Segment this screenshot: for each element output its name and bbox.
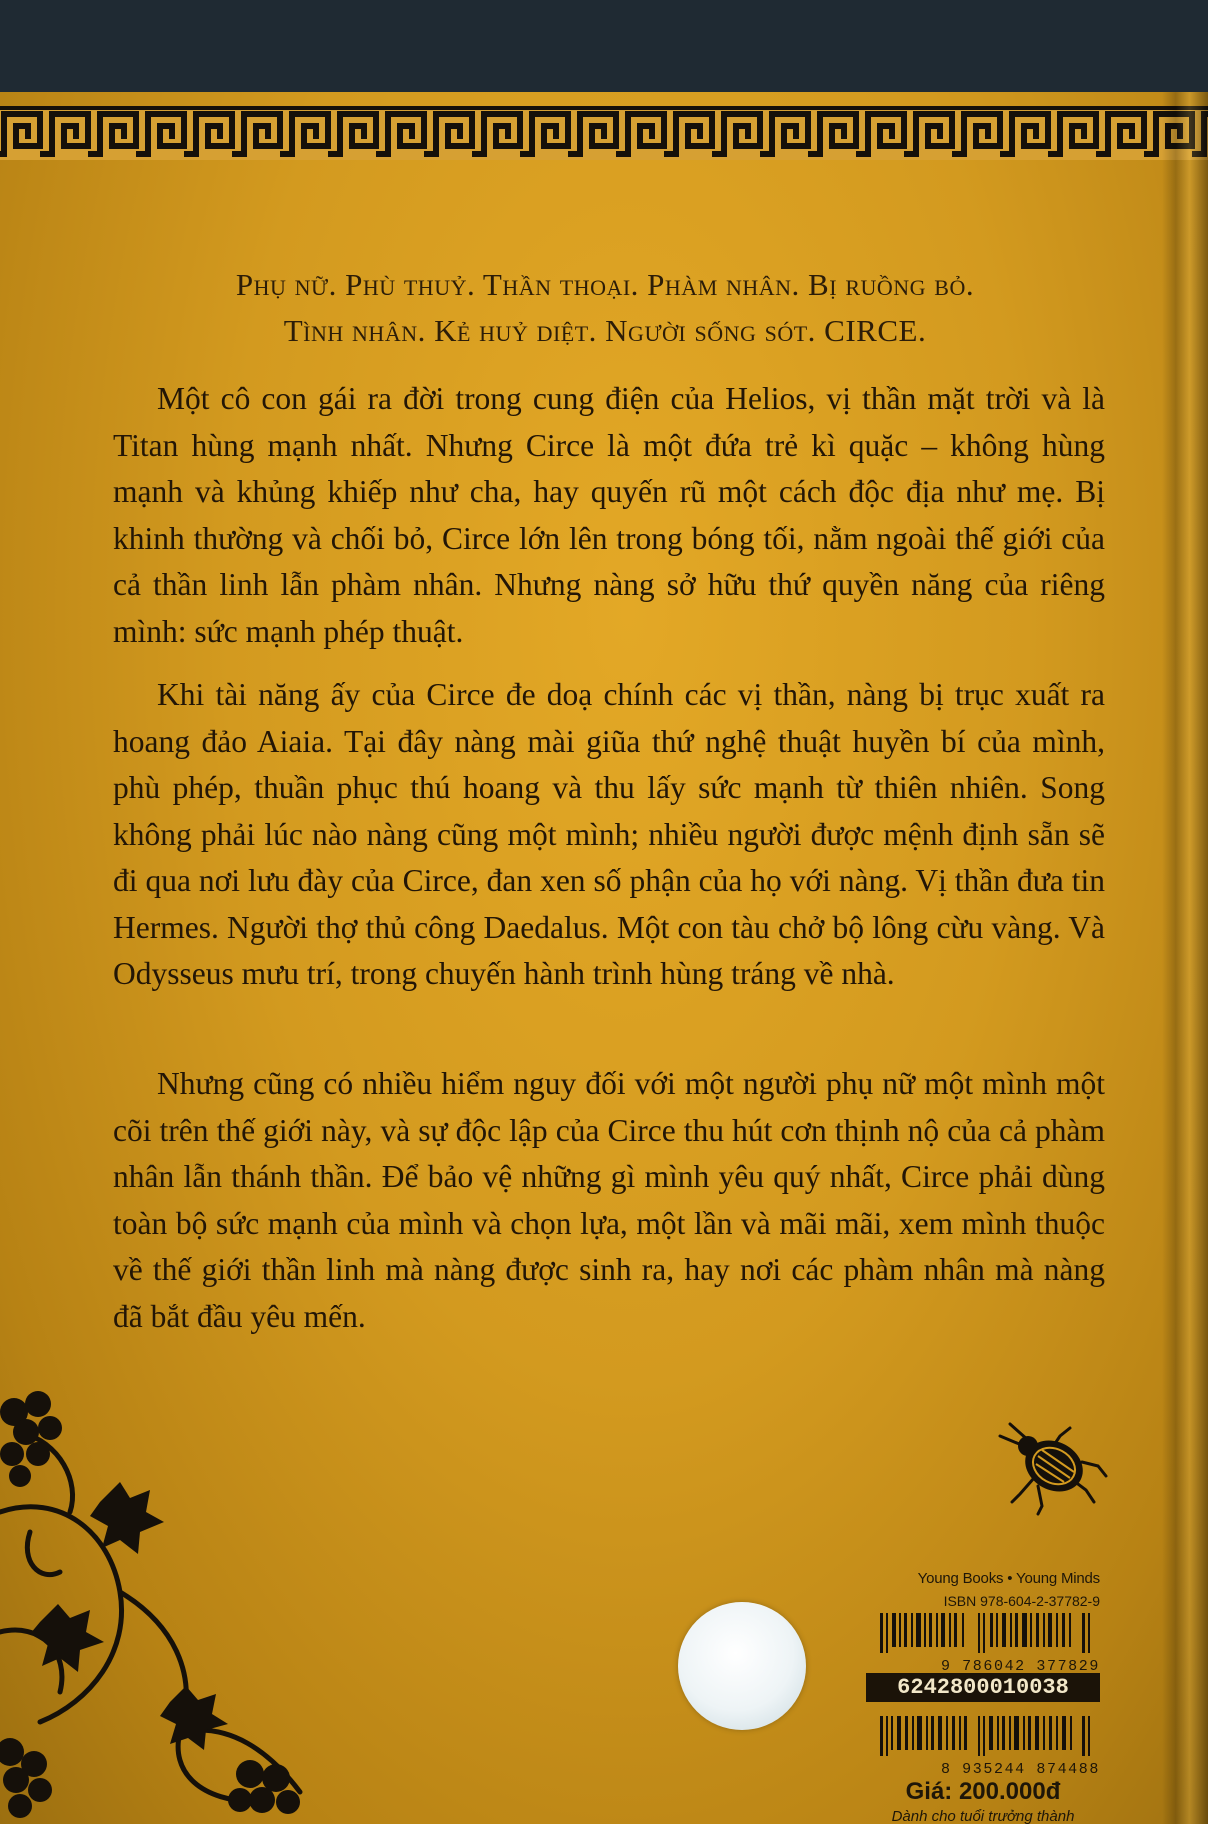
- barcode-block: [866, 1570, 1100, 1824]
- tagline-line-2: Tình nhân. Kẻ huỷ diệt. Người sống sót. CIRCE.: [283, 313, 927, 348]
- tagline: [60, 262, 1150, 354]
- ean-barcode: [866, 1716, 1100, 1778]
- audience-label: Dành cho tuổi trưởng thành: [891, 1808, 1075, 1824]
- greek-key-border: [0, 106, 1208, 160]
- isbn-barcode-bars: [866, 1613, 1100, 1653]
- blurb-paragraph-1: Một cô con gái ra đời trong cung điện của Helios, vị thần mặt trời và là Titan hùng mạnh nhất. Nhưng Circe là một đứa trẻ kì quặc – không hùng mạnh và khủng khiếp như cha, hay quyến rũ một cách độc địa như mẹ. Bị khinh thường và chối bỏ, Circe lớn lên trong bóng tối, nằm ngoài thế giới của cả thần linh lẫn phàm nhân. Nhưng nàng sở hữu thứ quyền năng của riêng mình: sức mạnh phép thuật.: [113, 381, 1105, 649]
- internal-code: 6242800010038: [866, 1673, 1100, 1702]
- isbn-label: ISBN 978-604-2-37782-9: [943, 1593, 1100, 1609]
- price-label: Giá: 200.000đ: [905, 1778, 1061, 1805]
- store-sticker: [678, 1602, 806, 1730]
- beetle-illustration: [990, 1406, 1110, 1516]
- blurb-paragraph-3: Nhưng cũng có nhiều hiểm nguy đối với một người phụ nữ một mình một cõi trên thế giới này, và sự độc lập của Circe thu hút cơn thịnh nộ của cả phàm nhân lẫn thánh thần. Để bảo vệ những gì mình yêu quý nhất, Circe phải dùng toàn bộ sức mạnh của mình và chọn lựa, một lần và mãi mãi, xem mình thuộc về thế giới thần linh mà nàng được sinh ra, hay nơi các phàm nhân mà nàng đã bắt đầu yêu mến.: [113, 1066, 1105, 1334]
- tagline-line-1: Phụ nữ. Phù thuỷ. Thần thoại. Phàm nhân. Bị ruồng bỏ.: [235, 267, 975, 302]
- blurb-paragraph-2: Khi tài năng ấy của Circe đe doạ chính các vị thần, nàng bị trục xuất ra hoang đảo Aiaia. Tại đây nàng mài giũa thứ nghệ thuật huyền bí của mình, phù phép, thuần phục thú hoang và thu lấy sức mạnh từ thiên nhiên. Song không phải lúc nào nàng cũng một mình; nhiều người được mệnh định sẵn sẽ đi qua nơi lưu đày của Circe, đan xen số phận của họ với nàng. Vị thần đưa tin Hermes. Người thợ thủ công Daedalus. Một con tàu chở bộ lông cừu vàng. Và Odysseus mưu trí, trong chuyến hành trình hùng tráng về nhà.: [113, 677, 1105, 991]
- back-cover: [0, 92, 1208, 1824]
- isbn-digits: 9 786042 377829: [940, 1658, 1100, 1675]
- isbn-barcode: [866, 1613, 1100, 1675]
- spine-edge-shadow: [1162, 92, 1208, 1824]
- ean-digits: 8 935244 874488: [940, 1761, 1100, 1778]
- grape-vine-illustration: [0, 1372, 420, 1824]
- publisher-slogan: Young Books • Young Minds: [917, 1570, 1100, 1587]
- ean-barcode-bars: [866, 1716, 1100, 1756]
